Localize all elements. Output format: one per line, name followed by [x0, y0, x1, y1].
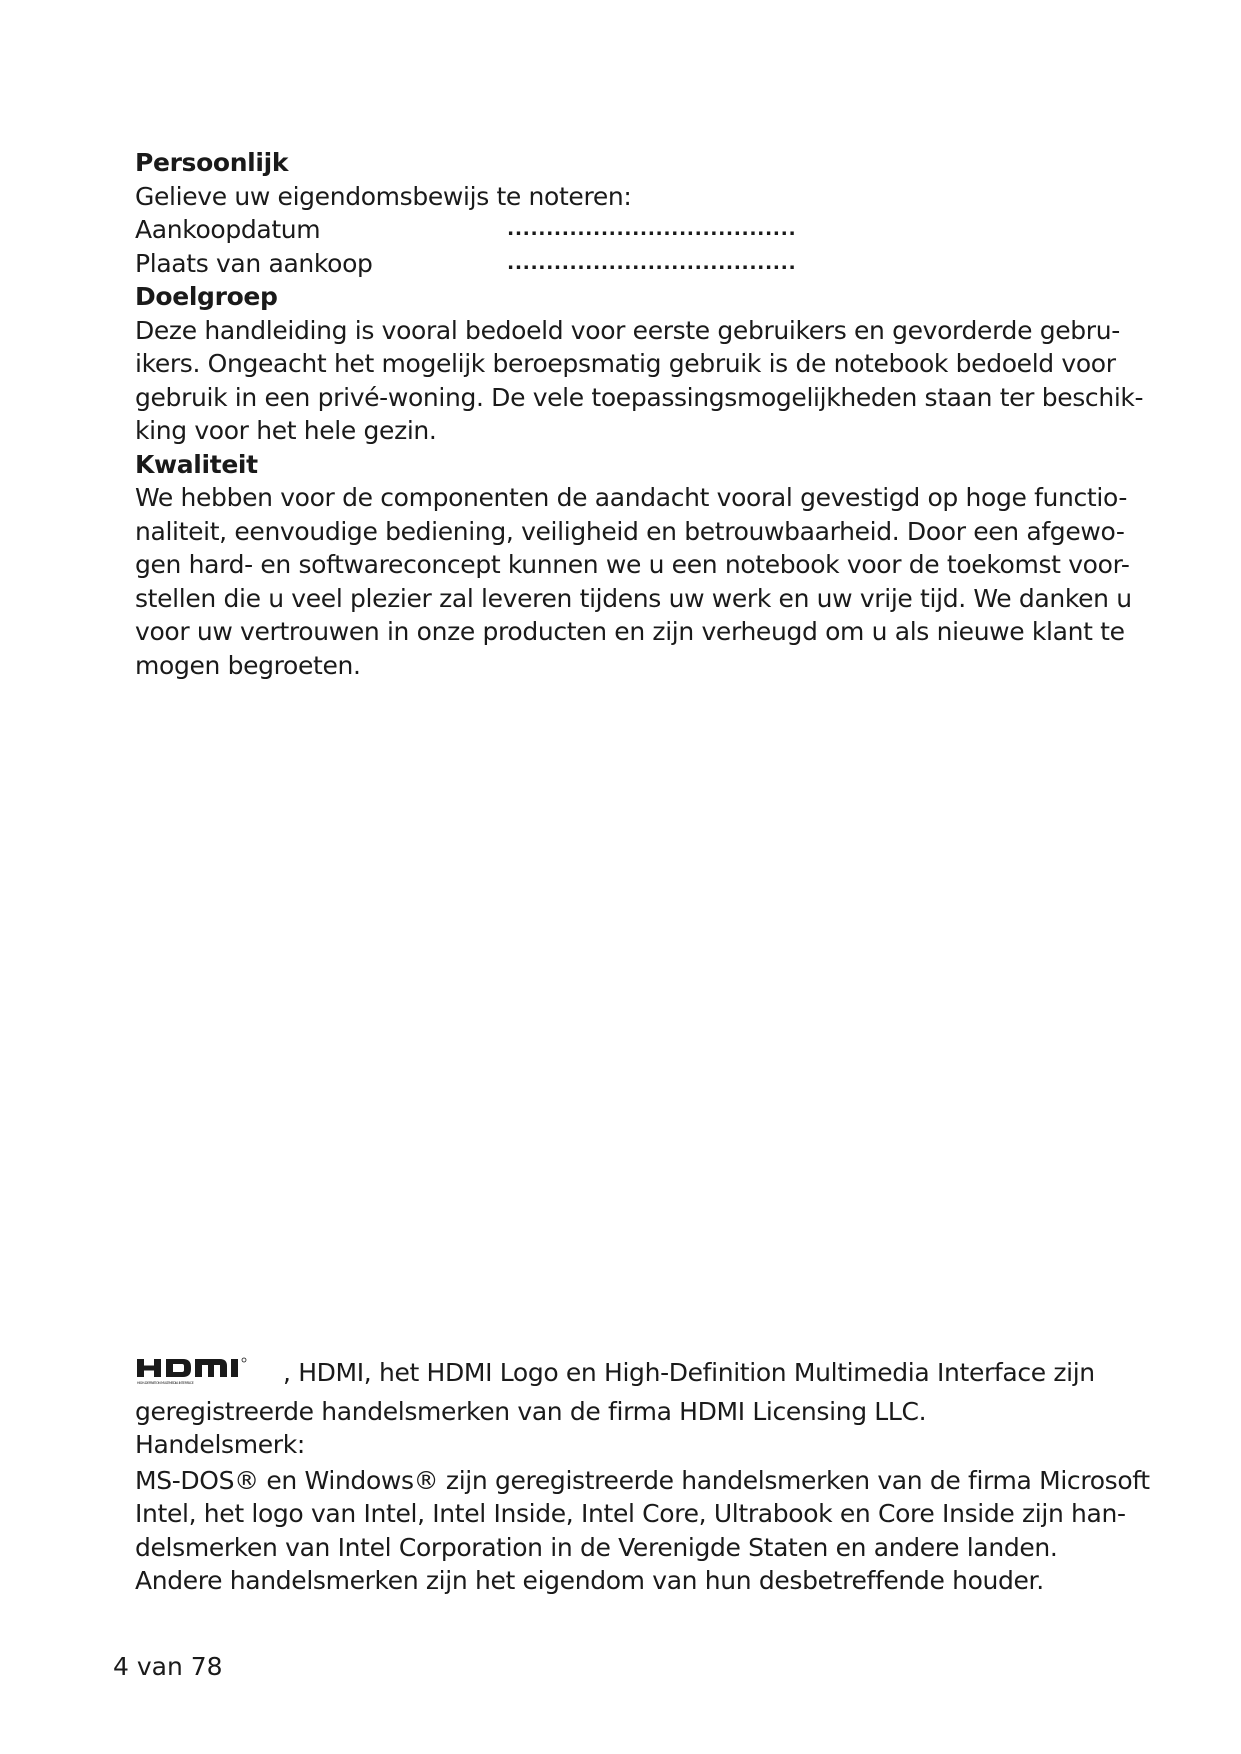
trademark-line: delsmerken van Intel Corporation in de Verenigde Staten en andere landen.: [135, 1532, 1058, 1562]
hdmi-text-line1: , HDMI, het HDMI Logo en High-Definition Multimedia Interface zijn: [283, 1358, 1095, 1387]
persoonlijk-intro: Gelieve uw eigendomsbewijs te noteren:: [135, 181, 632, 211]
hdmi-logo-tagline: HIGH-DEFINITION MULTIMEDIA INTERFACE: [137, 1381, 194, 1385]
trademark-line: Andere handelsmerken zijn het eigendom van hun desbetreffende houder.: [135, 1566, 1044, 1595]
field-blank: .....................................: [507, 251, 797, 274]
kwaliteit-line: voor uw vertrouwen in onze producten en zijn verheugd om u als nieuwe klant te: [135, 617, 1125, 646]
trademark-heading: Handelsmerk:: [135, 1430, 305, 1459]
hdmi-logo: [135, 1356, 275, 1395]
hdmi-line: [135, 1356, 1135, 1395]
field-label: Aankoopdatum: [135, 215, 321, 244]
kwaliteit-line: mogen begroeten.: [135, 650, 361, 680]
kwaliteit-line: We hebben voor de componenten de aandacht vooral gevestigd op hoge functio-: [135, 483, 1128, 512]
heading-kwaliteit: Kwaliteit: [135, 449, 258, 479]
hdmi-text-line2: geregistreerde handelsmerken van de firma HDMI Licensing LLC.: [135, 1396, 927, 1426]
field-aankoopdatum: [135, 213, 1135, 247]
field-plaats-van-aankoop: [135, 247, 1135, 281]
section-persoonlijk: [135, 146, 1144, 682]
kwaliteit-line: stellen die u veel plezier zal leveren tijdens uw werk en uw vrije tijd. We danken u: [135, 583, 1132, 613]
trademark-line: Intel, het logo van Intel, Intel Inside, Intel Core, Ultrabook en Core Inside zijn han-: [135, 1499, 1126, 1528]
kwaliteit-line: naliteit, eenvoudige bediening, veiligheid en betrouwbaarheid. Door een afgewo-: [135, 516, 1125, 546]
heading-doelgroep: Doelgroep: [135, 282, 278, 311]
doelgroep-line: king voor het hele gezin.: [135, 416, 437, 445]
doelgroep-line: ikers. Ongeacht het mogelijk beroepsmatig gebruik is de notebook bedoeld voor: [135, 349, 1116, 378]
field-blank: .....................................: [507, 218, 797, 240]
kwaliteit-line: gen hard- en softwareconcept kunnen we u een notebook voor de toekomst voor-: [135, 550, 1130, 579]
heading-persoonlijk: Persoonlijk: [135, 148, 289, 177]
hdmi-logo-icon: [135, 1356, 275, 1386]
page-number: 4 van 78: [113, 1652, 223, 1681]
section-trademarks: [135, 1356, 1150, 1598]
doelgroep-line: Deze handleiding is vooral bedoeld voor eerste gebruikers en gevorderde gebru-: [135, 315, 1120, 345]
field-label: Plaats van aankoop: [135, 248, 373, 278]
trademark-line: MS-DOS® en Windows® zijn geregistreerde handelsmerken van de firma Microsoft: [135, 1465, 1150, 1495]
doelgroep-line: gebruik in een privé-woning. De vele toepassingsmogelijkheden staan ter beschik-: [135, 382, 1144, 412]
